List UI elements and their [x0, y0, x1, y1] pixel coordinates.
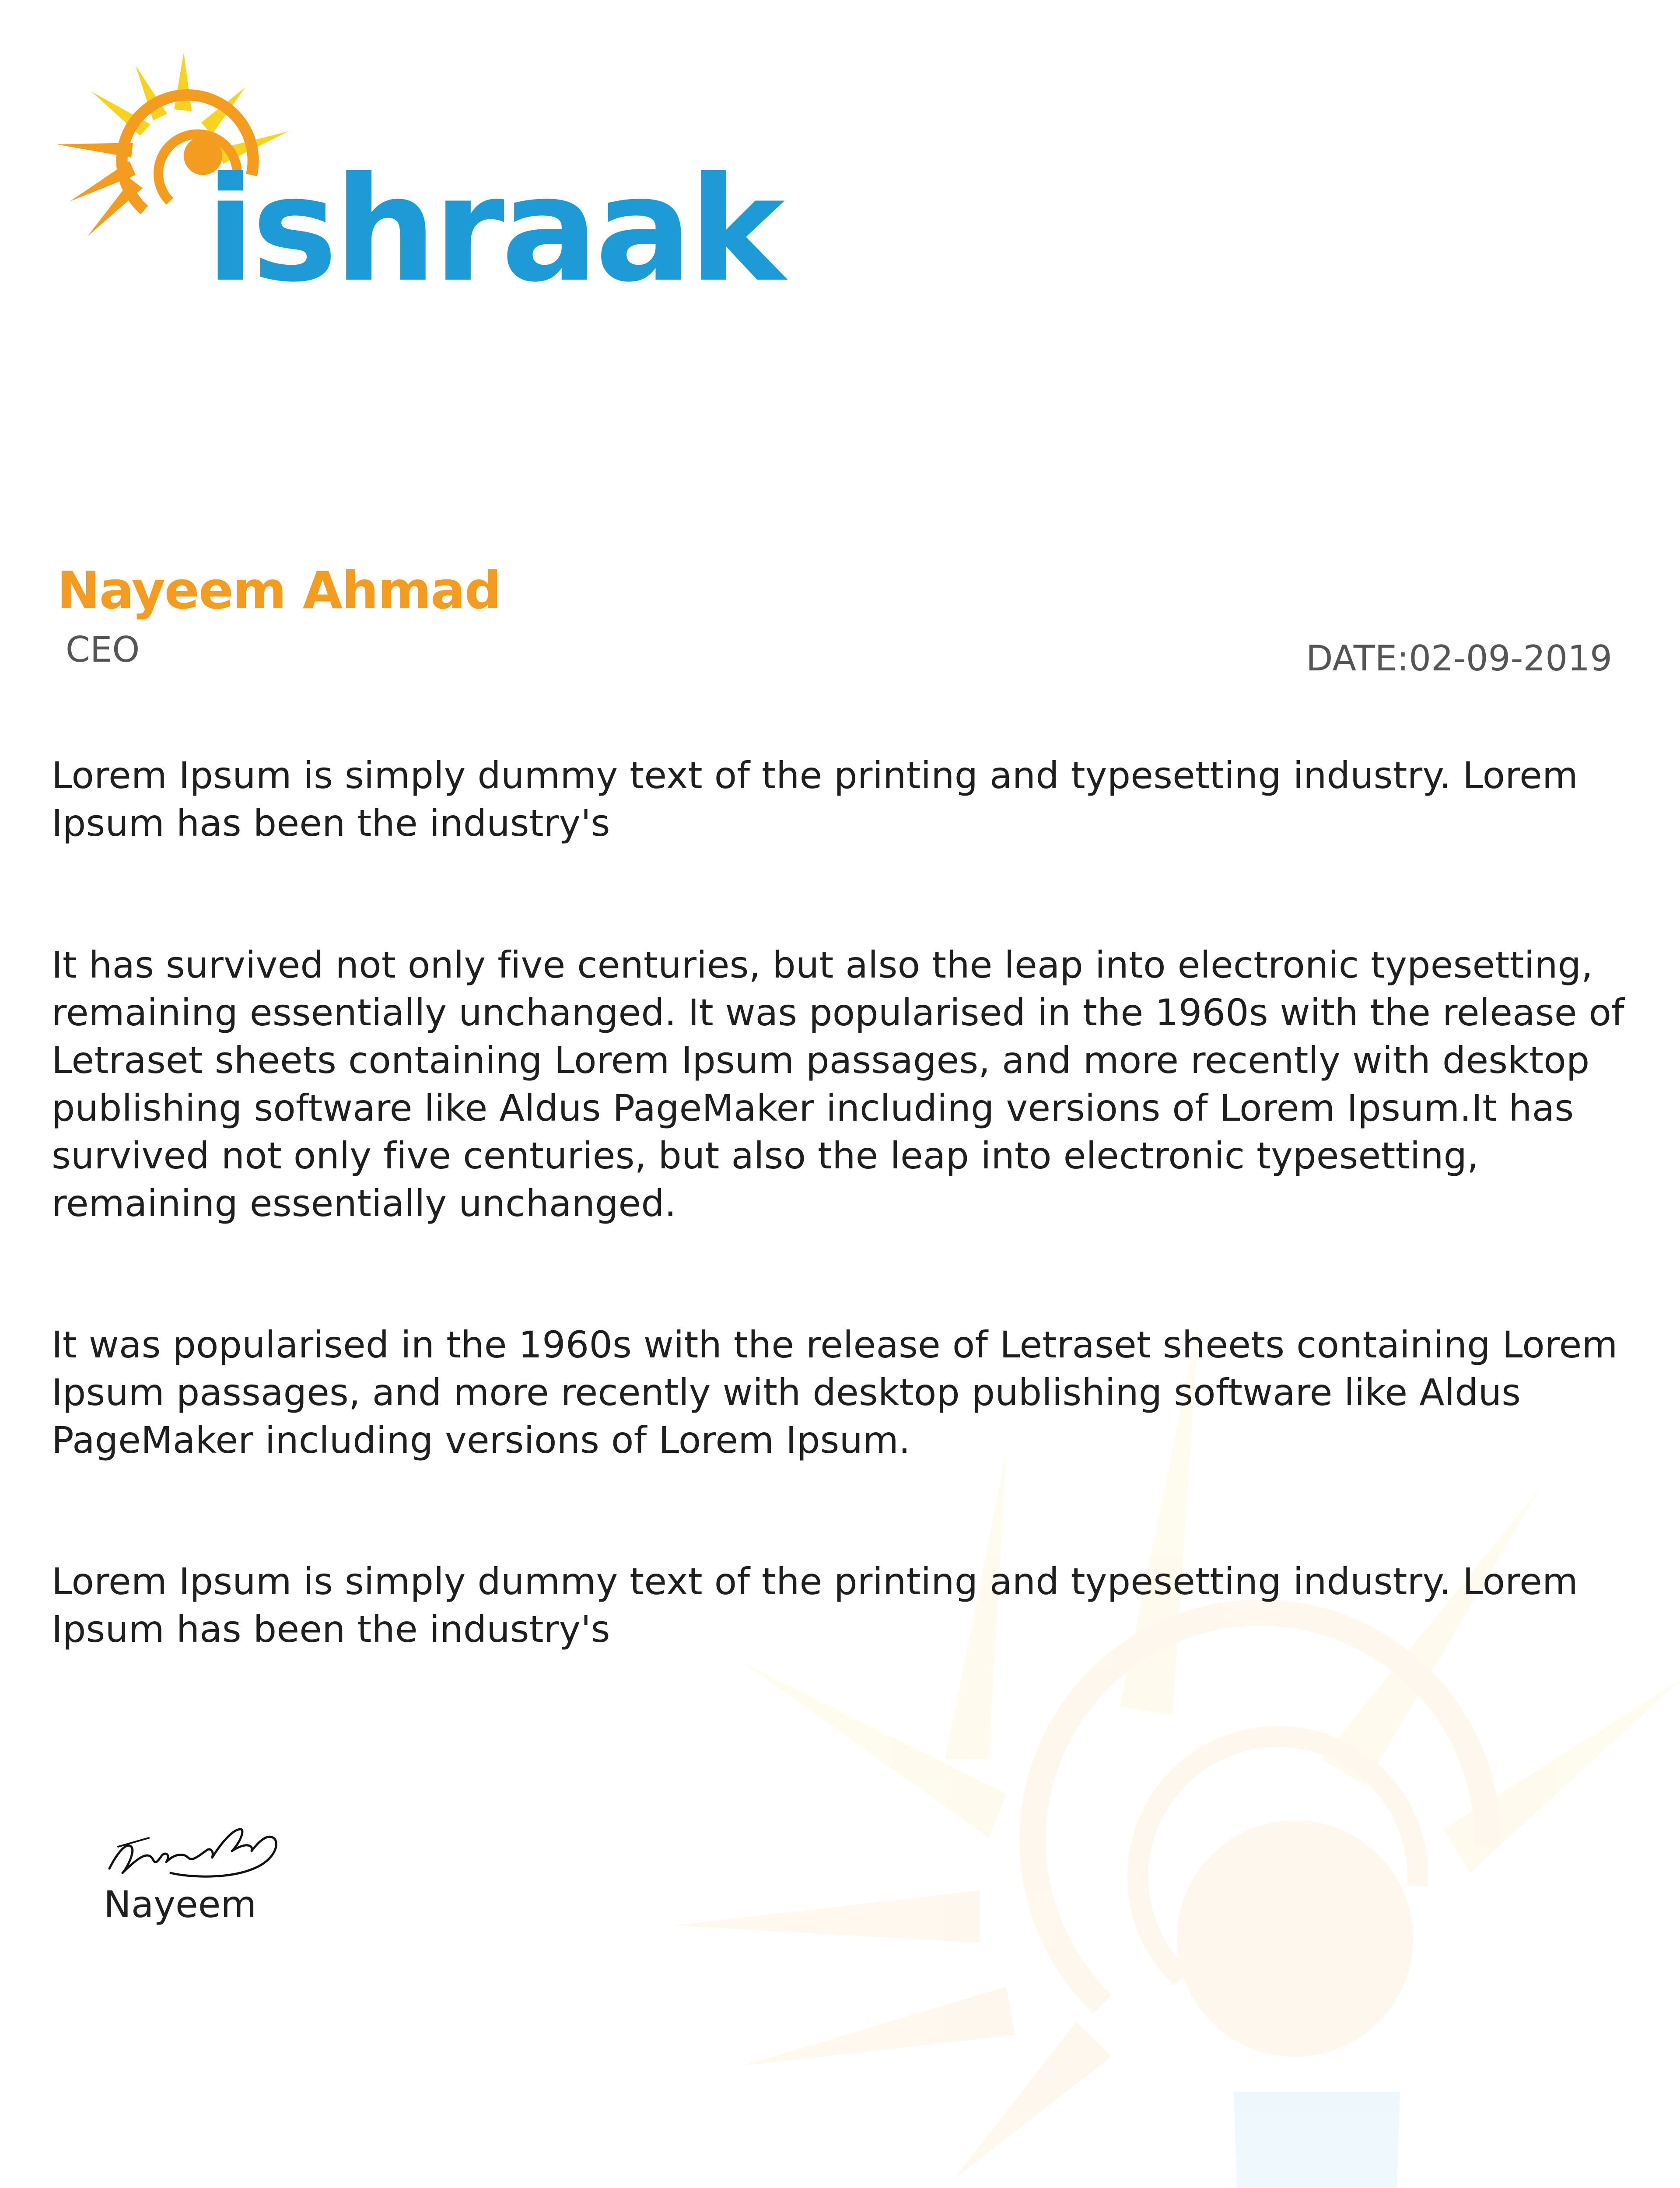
body-paragraph: Lorem Ipsum is simply dummy text of the printing and typesetting industry. Lorem Ipsum has been the industry's	[52, 1560, 1578, 1651]
body-paragraph: Lorem Ipsum is simply dummy text of the printing and typesetting industry. Lorem Ipsum has been the industry's	[52, 754, 1578, 845]
company-logo	[52, 44, 782, 314]
watermark-ray	[954, 2022, 1111, 2179]
signature-name: Nayeem	[104, 1883, 257, 1926]
body-paragraph: It was popularised in the 1960s with the release of Letraset sheets containing Lorem Ipsum passages, and more recently with desktop publishing software like Aldus PageMaker including versions of Lorem Ipsum.	[52, 1323, 1618, 1462]
watermark-dot	[1177, 1820, 1413, 2057]
logo-wordmark: ishraak	[206, 146, 782, 314]
letter-date: DATE:02-09-2019	[1306, 638, 1612, 679]
watermark-ray	[674, 1890, 980, 1943]
watermark-ray	[744, 1987, 1015, 2065]
sender-title: CEO	[66, 629, 140, 670]
body-paragraph: It has survived not only five centuries, but also the leap into electronic typesetting, remaining essentially unchanged. It was popularised in the 1960s with the release of Letraset sheets containing Lorem Ipsum passages, and more recently with desktop publishing software like Aldus PageMaker including versions of Lorem Ipsum.It has survived not only five centuries, but also the leap into electronic typesetting, remaining essentially unchanged.	[52, 943, 1624, 1225]
watermark-stem	[1234, 2092, 1400, 2188]
signature-scribble	[101, 1803, 293, 1890]
sender-name: Nayeem Ahmad	[57, 560, 501, 621]
